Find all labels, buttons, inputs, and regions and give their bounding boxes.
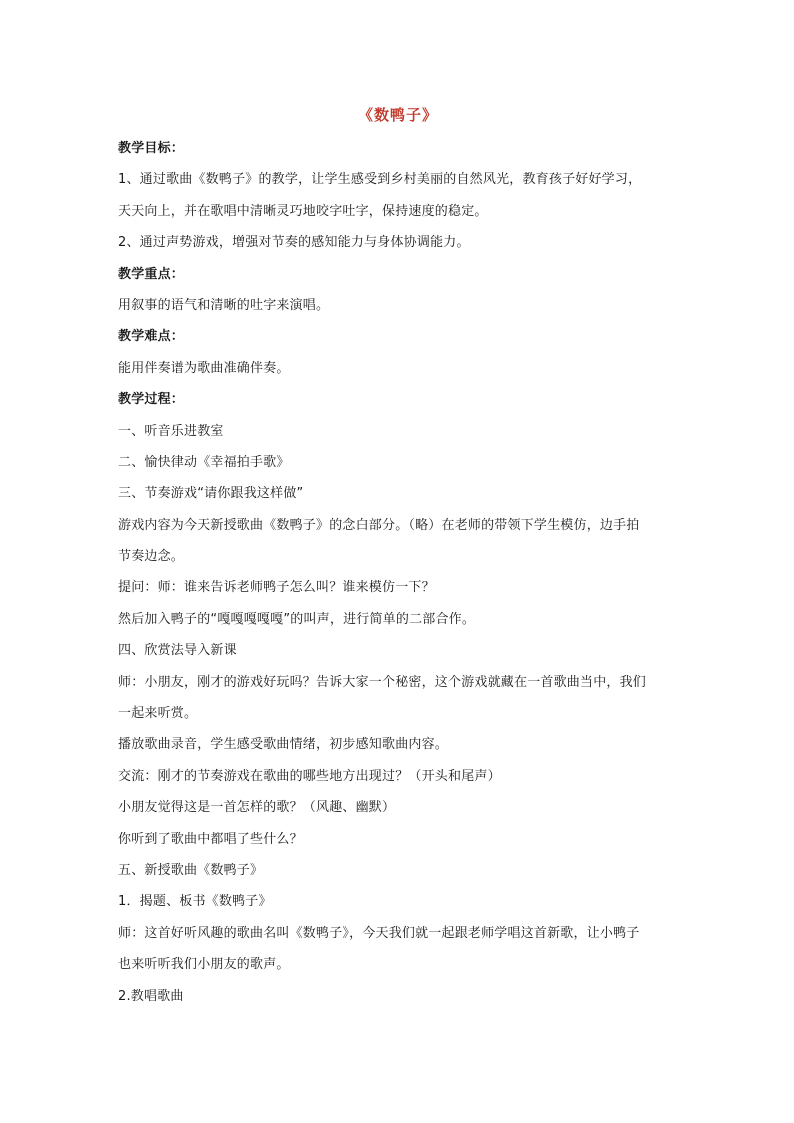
paragraph-line: 师：小朋友，刚才的游戏好玩吗？告诉大家一个秘密，这个游戏就藏在一首歌曲当中，我们: [118, 674, 647, 690]
paragraph-line: 能用伴奏谱为歌曲准确伴奏。: [118, 360, 290, 376]
paragraph-line: 2、通过声势游戏，增强对节奏的感知能力与身体协调能力。: [118, 235, 470, 251]
paragraph-line: 播放歌曲录音，学生感受歌曲情绪，初步感知歌曲内容。: [118, 737, 449, 753]
paragraph-line: 节奏边念。: [118, 549, 185, 565]
document-title: 《数鸭子》: [357, 106, 438, 124]
paragraph-line: 游戏内容为今天新授歌曲《数鸭子》的念白部分。（略）在老师的带领下学生模仿，边手拍: [118, 517, 640, 533]
section-heading: 教学难点：: [118, 329, 185, 345]
paragraph-line: 一、听音乐进教室: [118, 423, 224, 439]
paragraph-line: 交流：刚才的节奏游戏在歌曲的哪些地方出现过？（开头和尾声）: [118, 768, 501, 784]
paragraph-line: 五、新授歌曲《数鸭子》: [118, 862, 264, 878]
paragraph-line: 你听到了歌曲中都唱了些什么？: [118, 831, 303, 847]
paragraph-line: 小朋友觉得这是一首怎样的歌？（风趣、幽默）: [118, 800, 396, 816]
paragraph-line: 然后加入鸭子的“嘎嘎嘎嘎嘎”的叫声，进行简单的二部合作。: [118, 611, 476, 627]
paragraph-line: 师：这首好听风趣的歌曲名叫《数鸭子》，今天我们就一起跟老师学唱这首新歌，让小鸭子: [118, 925, 640, 941]
paragraph-line: 1．揭题、板书《数鸭子》: [118, 894, 272, 910]
section-heading: 教学重点：: [118, 266, 185, 282]
paragraph-line: 一起来听赏。: [118, 706, 198, 722]
paragraph-line: 1、通过歌曲《数鸭子》的教学，让学生感受到乡村美丽的自然风光，教育孩子好好学习，: [118, 172, 642, 188]
paragraph-line: 天天向上，并在歌唱中清晰灵巧地咬字吐字，保持速度的稳定。: [118, 203, 488, 219]
document-body: [118, 138, 678, 1007]
paragraph-line: 提问：师：谁来告诉老师鸭子怎么叫？谁来模仿一下？: [118, 580, 435, 596]
paragraph-line: 2.教唱歌曲: [118, 988, 184, 1004]
section-heading: 教学过程：: [118, 392, 185, 408]
document-page: [118, 104, 678, 1017]
section-heading: 教学目标：: [118, 141, 185, 156]
paragraph-line: 用叙事的语气和清晰的吐字来演唱。: [118, 297, 330, 313]
paragraph-line: 四、欣赏法导入新课: [118, 643, 237, 659]
paragraph-line: 三、节奏游戏“请你跟我这样做”: [118, 486, 304, 502]
paragraph-line: 也来听听我们小朋友的歌声。: [118, 957, 290, 973]
paragraph-line: 二、愉快律动《幸福拍手歌》: [118, 454, 290, 470]
